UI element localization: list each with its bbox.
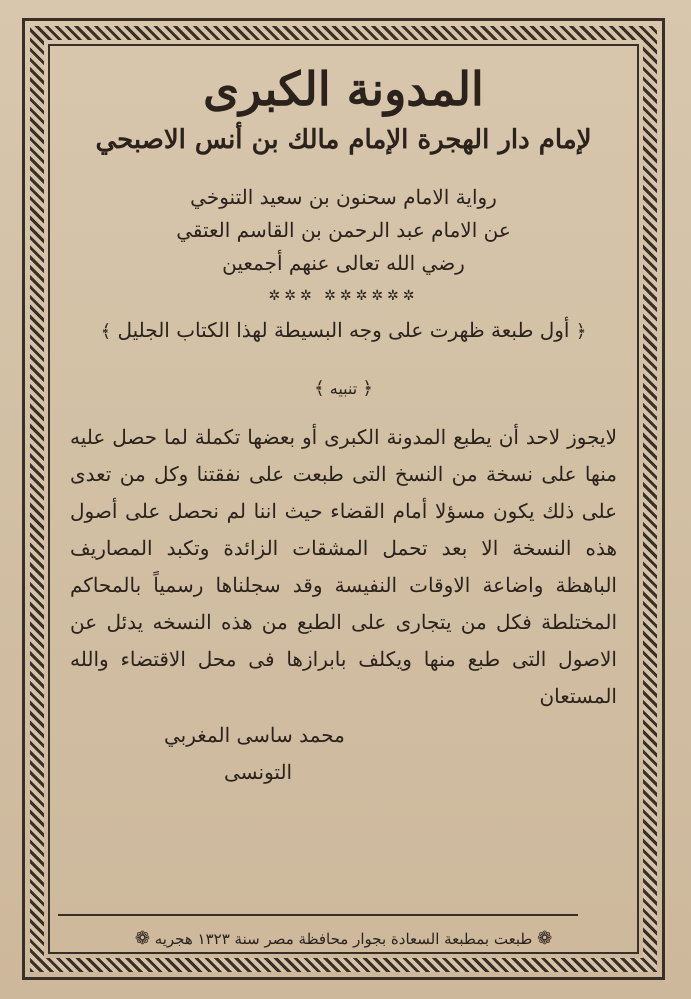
footer-rule <box>58 914 578 916</box>
signature-place: التونسى <box>224 759 293 784</box>
signature-block <box>64 717 623 791</box>
notice-heading <box>64 378 623 399</box>
footer-text: طبعت بمطبعة السعادة بجوار محافظة مصر سنة ١٣٢٣ هجريه <box>154 930 533 948</box>
notice-heading-text: تنبيه <box>329 378 358 398</box>
ornament-icon: ﴿ <box>362 377 373 399</box>
ornament-icon: ❁ <box>537 928 553 949</box>
ornament-icon: ﴾ <box>100 320 112 342</box>
book-subtitle: لإمام دار الهجرة الإمام مالك بن أنس الاصبحي <box>95 124 592 155</box>
narration-block <box>64 181 623 280</box>
book-title: المدونة الكبرى <box>203 62 484 116</box>
ornament-icon: ❁ <box>134 928 150 949</box>
ornament-icon: ﴾ <box>314 377 325 399</box>
signature-name: محمد ساسى المغربي <box>164 722 345 747</box>
narration-line: عن الامام عبد الرحمن بن القاسم العتقي <box>176 217 511 242</box>
narration-line: رواية الامام سحنون بن سعيد التنوخي <box>190 184 497 209</box>
title-page-content <box>64 60 623 940</box>
notice-body: لايجوز لاحد أن يطبع المدونة الكبرى أو بعضها تكملة لما حصل عليه منها على نسخة من النسخ التى طبعت على نفقتنا وكل من تعدى على ذلك يكون مسؤلا أمام القضاء حيث اننا لم نحصل على أصول هذه النسخة الا بعد تحمل المشقات الزائدة وتكبد المصاريف الباهظة واضاعة الاوقات النفيسة وقد سجلناها رسمياً بالمحاكم المختلطة فكل من يتجارى على الطبع من هذه النسخه يدئل عن الاصول التى طبع منها ويكلف بابرازها فى محل الاقتضاء والله المستعان <box>70 424 617 708</box>
narration-line: رضي الله تعالى عنهم أجمعين <box>222 250 465 275</box>
printer-footer <box>64 928 623 949</box>
ornament-divider: ✲✲✲✲✲✲ ✲✲✲ <box>268 287 419 304</box>
edition-note <box>64 318 623 342</box>
ornament-icon: ﴿ <box>575 320 587 342</box>
edition-text: أول طبعة ظهرت على وجه البسيطة لهذا الكتاب الجليل <box>117 317 570 342</box>
